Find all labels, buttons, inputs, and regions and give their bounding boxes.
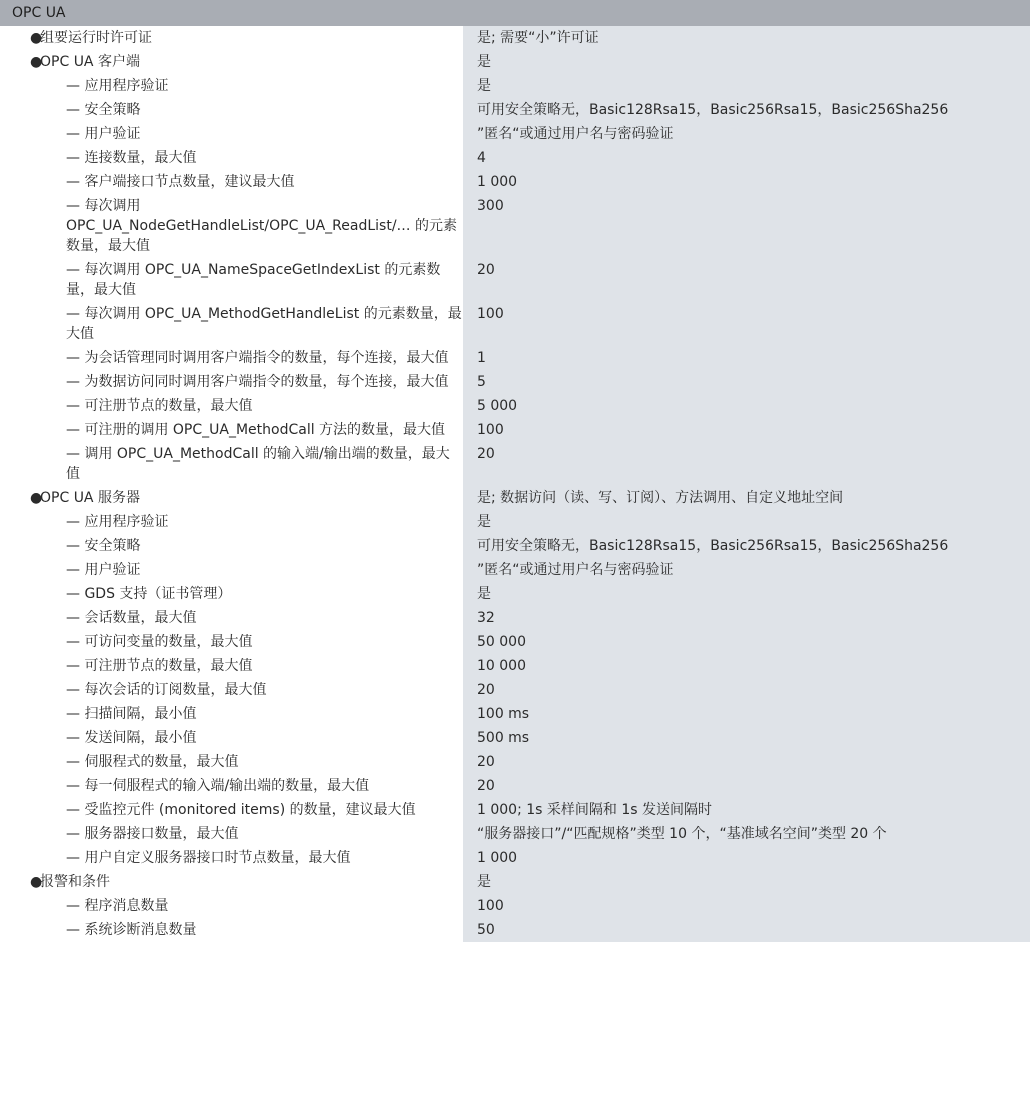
spec-row: [0, 870, 1030, 894]
spec-key-cell: [0, 258, 463, 302]
spec-value-cell: [463, 258, 1030, 302]
dash-icon: —: [66, 562, 80, 578]
bullet-icon: ●: [30, 874, 43, 890]
spec-key-label: 服务器接口数量，最大值: [84, 826, 239, 842]
spec-key-cell: [0, 606, 463, 630]
spec-row: [0, 798, 1030, 822]
spec-value-label: 100 ms: [477, 706, 530, 722]
spec-value-cell: [463, 394, 1030, 418]
spec-key-cell: [0, 822, 463, 846]
dash-icon: —: [66, 374, 80, 390]
spec-value-label: 32: [477, 610, 495, 626]
spec-key-cell: [0, 346, 463, 370]
spec-key-label: 用户验证: [84, 126, 141, 142]
spec-row: [0, 582, 1030, 606]
dash-icon: —: [66, 898, 80, 914]
dash-icon: —: [66, 174, 80, 190]
spec-value-cell: [463, 846, 1030, 870]
section-header: [0, 0, 1030, 26]
spec-row: [0, 170, 1030, 194]
spec-row: [0, 606, 1030, 630]
spec-key-cell: [0, 894, 463, 918]
spec-value-cell: [463, 894, 1030, 918]
spec-key-cell: [0, 846, 463, 870]
dash-icon: —: [66, 398, 80, 414]
dash-icon: —: [66, 350, 80, 366]
spec-key-cell: [0, 750, 463, 774]
spec-row: [0, 702, 1030, 726]
spec-key-label: 可注册节点的数量，最大值: [84, 398, 253, 414]
spec-value-label: 5: [477, 374, 486, 390]
spec-key-cell: [0, 678, 463, 702]
spec-key-cell: [0, 146, 463, 170]
spec-key-label: 为数据访问同时调用客户端指令的数量，每个连接，最大值: [84, 374, 449, 390]
spec-key-cell: [0, 918, 463, 942]
spec-row: [0, 918, 1030, 942]
spec-key-label: 系统诊断消息数量: [84, 922, 197, 938]
spec-value-label: 是: [477, 54, 491, 70]
spec-key-cell: [0, 74, 463, 98]
spec-row: [0, 510, 1030, 534]
spec-row: [0, 846, 1030, 870]
spec-key-label: 每次调用 OPC_UA_NodeGetHandleList/OPC_UA_ReadList/… 的元素数量，最大值: [66, 198, 457, 254]
spec-key-cell: [0, 170, 463, 194]
spec-value-cell: [463, 346, 1030, 370]
dash-icon: —: [66, 538, 80, 554]
dash-icon: —: [66, 610, 80, 626]
dash-icon: —: [66, 634, 80, 650]
spec-key-cell: [0, 194, 463, 258]
spec-value-cell: [463, 486, 1030, 510]
spec-key-label: 连接数量，最大值: [84, 150, 197, 166]
spec-key-cell: [0, 534, 463, 558]
spec-key-cell: [0, 98, 463, 122]
spec-key-label: 程序消息数量: [84, 898, 169, 914]
dash-icon: —: [66, 262, 80, 278]
spec-value-label: 是; 数据访问（读、写、订阅）、方法调用、自定义地址空间: [477, 490, 844, 506]
spec-row: [0, 194, 1030, 258]
spec-value-cell: [463, 194, 1030, 258]
spec-value-label: ”匿名“或通过用户名与密码验证: [477, 126, 674, 142]
spec-value-label: 1: [477, 350, 486, 366]
spec-value-label: 是: [477, 586, 491, 602]
spec-key-label: 每一伺服程式的输入端/输出端的数量，最大值: [84, 778, 370, 794]
spec-row: [0, 50, 1030, 74]
spec-key-label: 每次调用 OPC_UA_MethodGetHandleList 的元素数量，最大值: [66, 306, 462, 342]
spec-row: [0, 122, 1030, 146]
spec-value-cell: [463, 50, 1030, 74]
spec-row: [0, 258, 1030, 302]
spec-key-label: 会话数量，最大值: [84, 610, 197, 626]
spec-table-body: [0, 26, 1030, 942]
dash-icon: —: [66, 446, 80, 462]
spec-key-cell: [0, 798, 463, 822]
spec-row: [0, 394, 1030, 418]
spec-key-cell: [0, 122, 463, 146]
spec-value-label: ”匿名“或通过用户名与密码验证: [477, 562, 674, 578]
spec-value-cell: [463, 798, 1030, 822]
spec-value-label: 1 000; 1s 采样间隔和 1s 发送间隔时: [477, 802, 712, 818]
section-title: OPC UA: [12, 5, 66, 21]
dash-icon: —: [66, 730, 80, 746]
spec-key-label: 安全策略: [84, 102, 141, 118]
spec-value-label: 300: [477, 198, 504, 214]
spec-row: [0, 418, 1030, 442]
spec-key-label: 扫描间隔，最小值: [84, 706, 197, 722]
spec-key-label: 受监控元件 (monitored items) 的数量，建议最大值: [84, 802, 416, 818]
dash-icon: —: [66, 850, 80, 866]
bullet-icon: ●: [30, 54, 43, 70]
dash-icon: —: [66, 754, 80, 770]
spec-row: [0, 558, 1030, 582]
spec-value-label: 是; 需要“小”许可证: [477, 30, 599, 46]
spec-row: [0, 654, 1030, 678]
spec-row: [0, 678, 1030, 702]
spec-value-cell: [463, 750, 1030, 774]
spec-key-label: 可访问变量的数量，最大值: [84, 634, 253, 650]
spec-value-cell: [463, 726, 1030, 750]
spec-value-cell: [463, 74, 1030, 98]
spec-key-label: 应用程序验证: [84, 78, 169, 94]
spec-value-cell: [463, 122, 1030, 146]
spec-key-cell: [0, 50, 463, 74]
spec-key-label: 每次调用 OPC_UA_NameSpaceGetIndexList 的元素数量，最大值: [66, 262, 441, 298]
spec-key-cell: [0, 702, 463, 726]
spec-key-cell: [0, 558, 463, 582]
spec-key-cell: [0, 302, 463, 346]
spec-value-label: 20: [477, 446, 495, 462]
spec-key-label: 组要运行时许可证: [40, 30, 152, 46]
spec-key-cell: [0, 370, 463, 394]
spec-value-label: 是: [477, 514, 491, 530]
spec-row: [0, 774, 1030, 798]
spec-value-label: 20: [477, 754, 495, 770]
spec-key-cell: [0, 726, 463, 750]
spec-key-label: 可注册的调用 OPC_UA_MethodCall 方法的数量，最大值: [84, 422, 446, 438]
spec-key-label: 发送间隔，最小值: [84, 730, 197, 746]
spec-key-label: 安全策略: [84, 538, 141, 554]
spec-key-cell: [0, 630, 463, 654]
spec-value-cell: [463, 146, 1030, 170]
spec-value-label: 100: [477, 306, 504, 322]
dash-icon: —: [66, 658, 80, 674]
spec-value-cell: [463, 822, 1030, 846]
spec-row: [0, 26, 1030, 50]
spec-row: [0, 146, 1030, 170]
spec-value-cell: [463, 442, 1030, 486]
spec-row: [0, 726, 1030, 750]
dash-icon: —: [66, 922, 80, 938]
spec-key-cell: [0, 510, 463, 534]
spec-value-label: 20: [477, 262, 495, 278]
spec-value-label: 20: [477, 682, 495, 698]
spec-key-cell: [0, 582, 463, 606]
spec-row: [0, 442, 1030, 486]
dash-icon: —: [66, 682, 80, 698]
dash-icon: —: [66, 586, 80, 602]
spec-value-label: 20: [477, 778, 495, 794]
dash-icon: —: [66, 802, 80, 818]
spec-value-label: 1 000: [477, 850, 518, 866]
spec-key-label: 用户自定义服务器接口时节点数量，最大值: [84, 850, 351, 866]
spec-key-label: 客户端接口节点数量，建议最大值: [84, 174, 295, 190]
spec-value-label: 100: [477, 422, 504, 438]
spec-key-label: 为会话管理同时调用客户端指令的数量，每个连接，最大值: [84, 350, 449, 366]
spec-value-cell: [463, 582, 1030, 606]
spec-value-label: 1 000: [477, 174, 518, 190]
spec-row: [0, 302, 1030, 346]
spec-key-label: 用户验证: [84, 562, 141, 578]
dash-icon: —: [66, 126, 80, 142]
spec-row: [0, 98, 1030, 122]
spec-value-cell: [463, 302, 1030, 346]
dash-icon: —: [66, 778, 80, 794]
spec-value-label: 500 ms: [477, 730, 530, 746]
spec-value-label: 可用安全策略无，Basic128Rsa15，Basic256Rsa15，Basic256Sha256: [477, 538, 949, 554]
spec-value-cell: [463, 510, 1030, 534]
spec-value-label: 是: [477, 78, 491, 94]
spec-row: [0, 346, 1030, 370]
dash-icon: —: [66, 102, 80, 118]
spec-key-label: 应用程序验证: [84, 514, 169, 530]
dash-icon: —: [66, 422, 80, 438]
spec-key-cell: [0, 486, 463, 510]
spec-value-cell: [463, 918, 1030, 942]
spec-key-cell: [0, 654, 463, 678]
dash-icon: —: [66, 514, 80, 530]
dash-icon: —: [66, 306, 80, 322]
spec-value-cell: [463, 774, 1030, 798]
spec-value-label: 可用安全策略无，Basic128Rsa15，Basic256Rsa15，Basic256Sha256: [477, 102, 949, 118]
spec-value-cell: [463, 558, 1030, 582]
spec-row: [0, 534, 1030, 558]
dash-icon: —: [66, 150, 80, 166]
spec-value-cell: [463, 606, 1030, 630]
spec-value-label: 50 000: [477, 634, 526, 650]
spec-key-cell: [0, 394, 463, 418]
spec-key-cell: [0, 870, 463, 894]
spec-table: [0, 26, 1030, 942]
spec-row: [0, 486, 1030, 510]
spec-key-cell: [0, 418, 463, 442]
dash-icon: —: [66, 78, 80, 94]
dash-icon: —: [66, 826, 80, 842]
spec-row: [0, 630, 1030, 654]
spec-value-cell: [463, 534, 1030, 558]
bullet-icon: ●: [30, 30, 43, 46]
spec-value-cell: [463, 702, 1030, 726]
spec-key-label: 每次会话的订阅数量，最大值: [84, 682, 267, 698]
dash-icon: —: [66, 198, 80, 214]
bullet-icon: ●: [30, 490, 43, 506]
spec-value-cell: [463, 370, 1030, 394]
spec-key-cell: [0, 774, 463, 798]
spec-key-cell: [0, 442, 463, 486]
spec-value-cell: [463, 26, 1030, 50]
spec-key-cell: [0, 26, 463, 50]
spec-row: [0, 750, 1030, 774]
spec-value-cell: [463, 170, 1030, 194]
spec-key-label: 报警和条件: [40, 874, 110, 890]
spec-value-label: 是: [477, 874, 491, 890]
spec-value-label: 10 000: [477, 658, 526, 674]
dash-icon: —: [66, 706, 80, 722]
spec-key-label: 伺服程式的数量，最大值: [84, 754, 239, 770]
spec-value-cell: [463, 98, 1030, 122]
spec-value-cell: [463, 654, 1030, 678]
spec-row: [0, 370, 1030, 394]
spec-value-cell: [463, 630, 1030, 654]
spec-value-label: “服务器接口”/“匹配规格”类型 10 个，“基准域名空间”类型 20 个: [477, 826, 887, 842]
spec-value-cell: [463, 870, 1030, 894]
spec-key-label: OPC UA 客户端: [40, 54, 140, 70]
spec-row: [0, 894, 1030, 918]
spec-value-label: 5 000: [477, 398, 518, 414]
spec-row: [0, 74, 1030, 98]
spec-key-label: 调用 OPC_UA_MethodCall 的输入端/输出端的数量，最大值: [66, 446, 450, 482]
spec-key-label: OPC UA 服务器: [40, 490, 140, 506]
spec-value-cell: [463, 418, 1030, 442]
spec-value-cell: [463, 678, 1030, 702]
spec-value-label: 4: [477, 150, 486, 166]
spec-key-label: 可注册节点的数量，最大值: [84, 658, 253, 674]
spec-key-label: GDS 支持（证书管理）: [84, 586, 232, 602]
spec-value-label: 100: [477, 898, 504, 914]
spec-row: [0, 822, 1030, 846]
spec-value-label: 50: [477, 922, 495, 938]
